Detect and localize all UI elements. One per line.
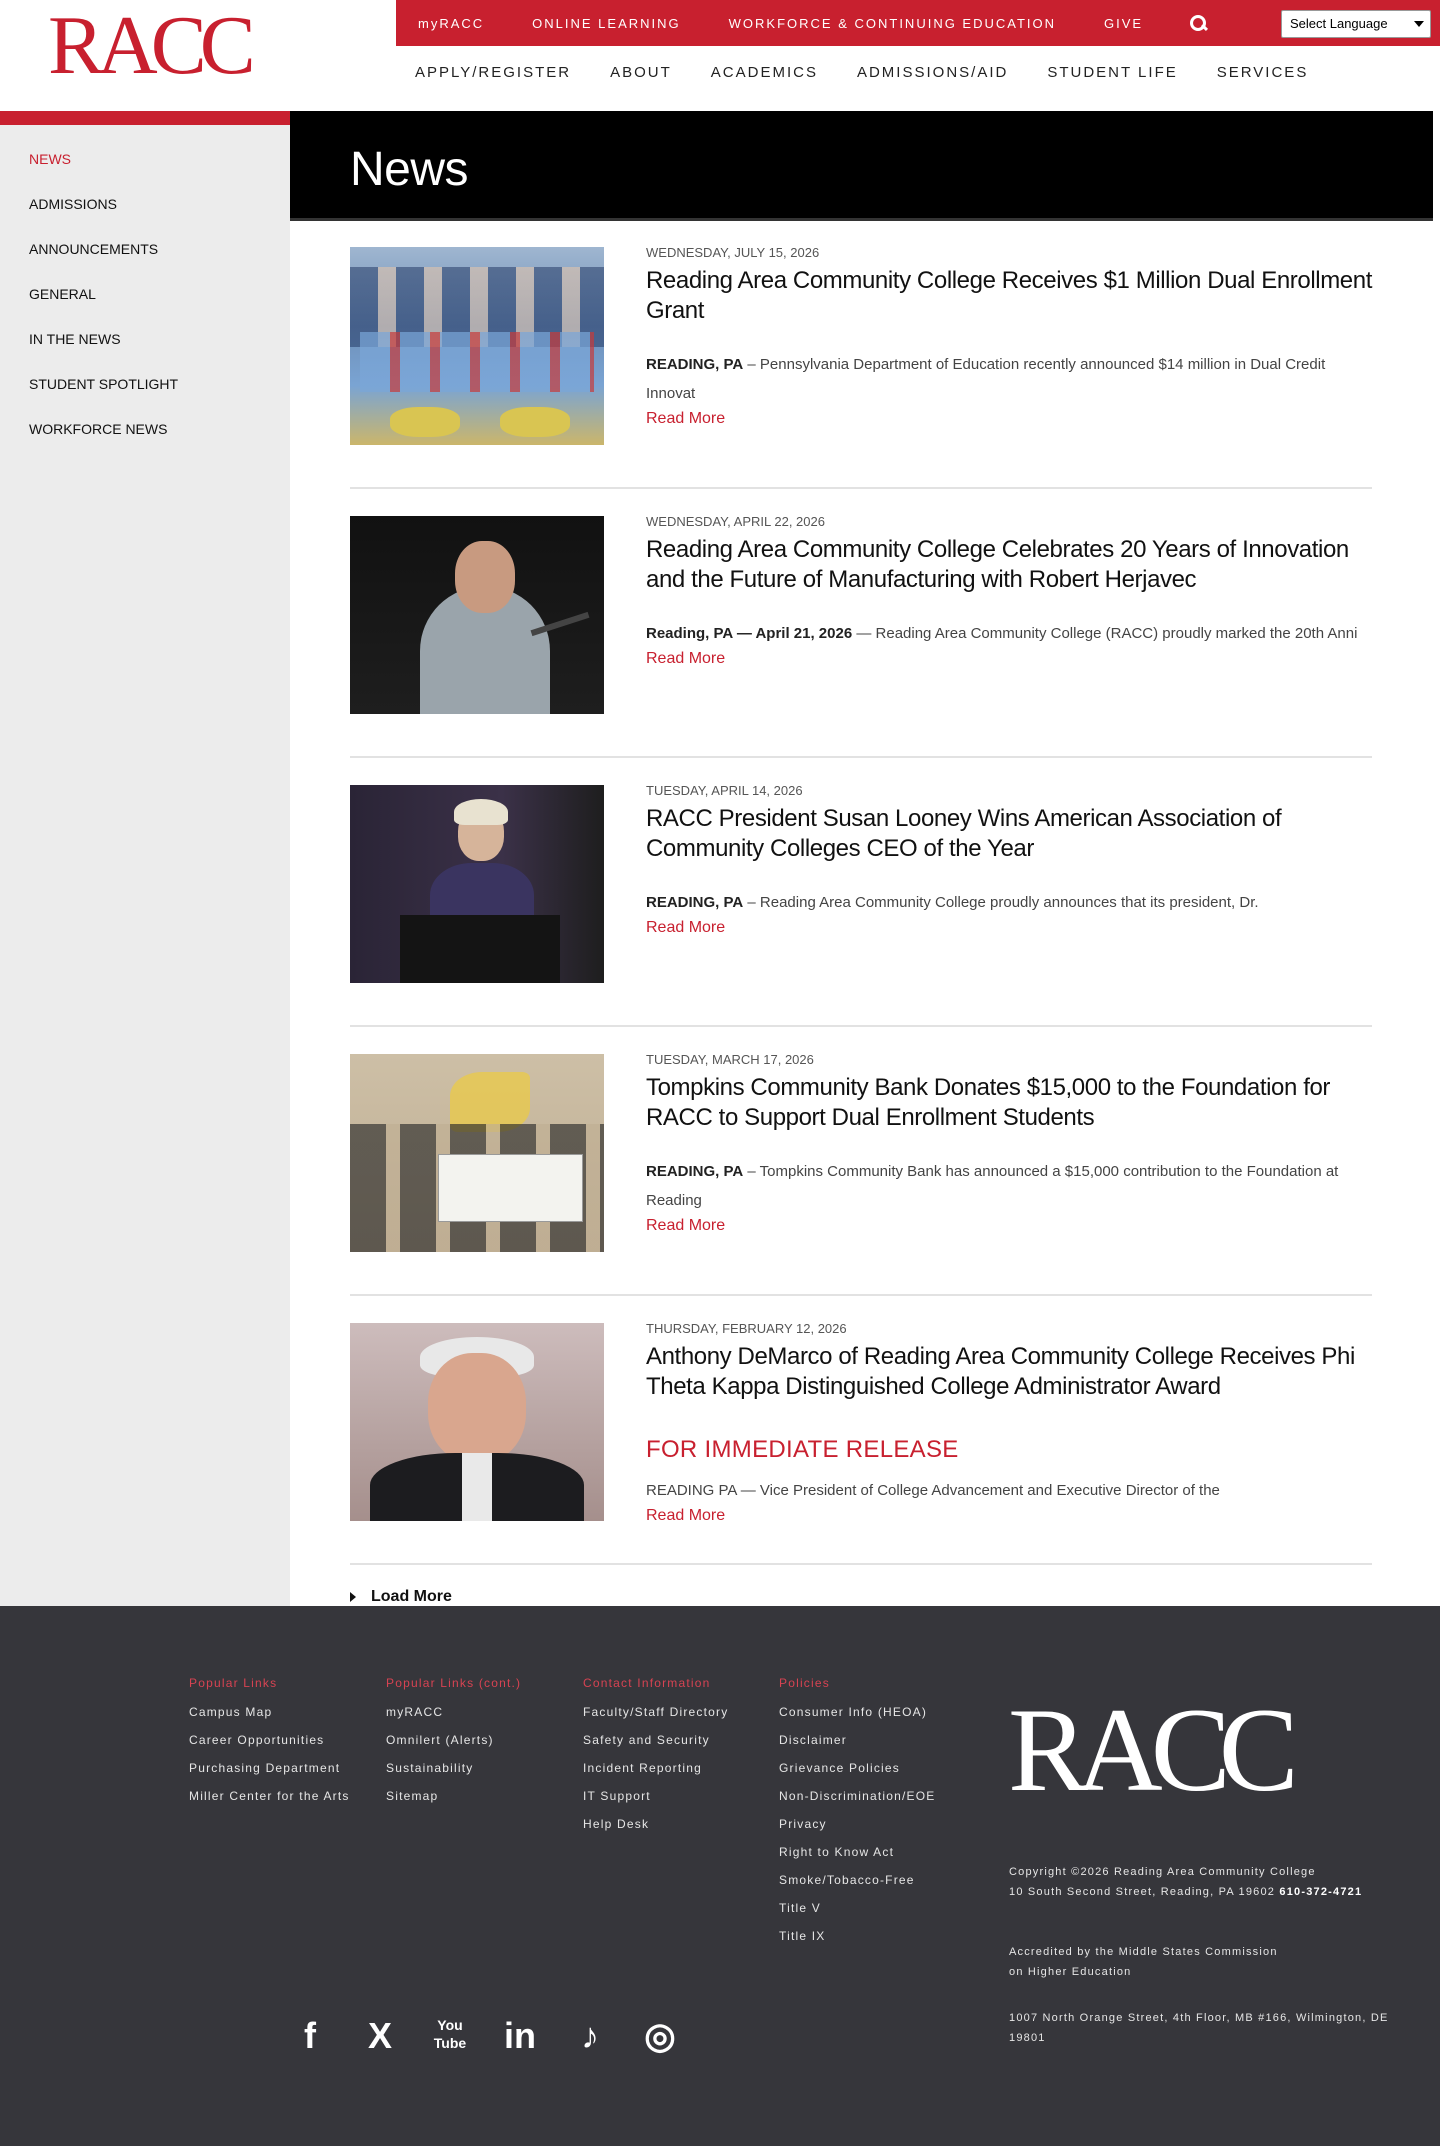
footer-link[interactable]: Title V xyxy=(779,1901,821,1915)
footer-link[interactable]: Miller Center for the Arts xyxy=(189,1789,350,1803)
tiktok-icon[interactable]: ♪ xyxy=(581,2015,599,2056)
news-lead: READING, PA xyxy=(646,894,744,911)
news-excerpt-text: – Reading Area Community College proudly announces that its president, Dr. xyxy=(743,894,1259,911)
load-more-button[interactable]: Load More xyxy=(350,1588,1372,1606)
accreditation-line: on Higher Education xyxy=(1009,1966,1132,1978)
footer-link[interactable]: Faculty/Staff Directory xyxy=(583,1705,729,1719)
news-date: TUESDAY, APRIL 14, 2026 xyxy=(646,783,803,798)
nav-about[interactable]: ABOUT xyxy=(610,64,672,81)
footer-link[interactable]: Sitemap xyxy=(386,1789,439,1803)
main-content xyxy=(290,111,1440,1606)
sidebar-item-workforce-news[interactable]: WORKFORCE NEWS xyxy=(29,421,168,437)
language-select[interactable]: Select Language xyxy=(1281,10,1431,38)
sidebar-item-news[interactable]: NEWS xyxy=(29,151,71,167)
utility-bar xyxy=(396,0,1440,46)
footer-link[interactable]: Non-Discrimination/EOE xyxy=(779,1789,936,1803)
news-item xyxy=(350,1323,1372,1565)
release-heading: FOR IMMEDIATE RELEASE xyxy=(646,1436,959,1463)
read-more-link[interactable]: Read More xyxy=(646,1507,726,1524)
news-date: TUESDAY, MARCH 17, 2026 xyxy=(646,1052,814,1067)
sidebar-item-in-the-news[interactable]: IN THE NEWS xyxy=(29,331,121,347)
footer-link[interactable]: Grievance Policies xyxy=(779,1761,900,1775)
nav-student-life[interactable]: STUDENT LIFE xyxy=(1047,64,1178,81)
youtube-icon[interactable]: You Tube xyxy=(433,2017,467,2051)
news-excerpt xyxy=(646,350,1372,408)
news-excerpt xyxy=(646,619,1372,648)
footer-link[interactable]: Sustainability xyxy=(386,1761,474,1775)
footer-logo[interactable] xyxy=(1008,1680,1288,1820)
footer-contact-info xyxy=(1009,1862,1409,1902)
page-title: News xyxy=(350,143,469,196)
news-excerpt-text: — Reading Area Community College (RACC) proudly marked the 20th Anni xyxy=(852,625,1358,642)
news-thumbnail-speaker[interactable] xyxy=(350,516,604,714)
news-title-link[interactable]: Reading Area Community College Celebrates 20 Years of Innovation and the Future of Manufacturing with Robert Herjavec xyxy=(646,536,1349,593)
footer-link[interactable]: Right to Know Act xyxy=(779,1845,895,1859)
footer-col-contact xyxy=(583,1676,763,1842)
news-lead: Reading, PA — April 21, 2026 xyxy=(646,625,853,642)
news-title-link[interactable]: Tompkins Community Bank Donates $15,000 to the Foundation for RACC to Support Dual Enrollment Students xyxy=(646,1074,1330,1131)
nav-apply-register[interactable]: APPLY/REGISTER xyxy=(415,64,572,81)
read-more-link[interactable]: Read More xyxy=(646,919,726,936)
read-more-link[interactable]: Read More xyxy=(646,1217,726,1234)
footer-link[interactable]: Omnilert (Alerts) xyxy=(386,1733,494,1747)
news-thumbnail-portrait[interactable] xyxy=(350,1323,604,1521)
footer-link[interactable]: Smoke/Tobacco-Free xyxy=(779,1873,915,1887)
news-date: WEDNESDAY, JULY 15, 2026 xyxy=(646,245,820,260)
linkedin-icon[interactable]: in xyxy=(504,2015,536,2056)
news-lead: READING, PA xyxy=(646,356,744,373)
news-list xyxy=(350,221,1372,1606)
utility-link-give[interactable]: GIVE xyxy=(1104,15,1144,31)
nav-services[interactable]: SERVICES xyxy=(1216,64,1309,81)
x-twitter-icon[interactable]: X xyxy=(367,2015,392,2056)
footer-address-line xyxy=(1009,1882,1409,1902)
nav-admissions-aid[interactable]: ADMISSIONS/AID xyxy=(856,64,1009,81)
news-item xyxy=(350,1054,1372,1296)
news-date: WEDNESDAY, APRIL 22, 2026 xyxy=(646,514,825,529)
page-banner xyxy=(290,111,1433,221)
news-item xyxy=(350,785,1372,1027)
read-more-link[interactable]: Read More xyxy=(646,650,726,667)
news-title-link[interactable]: Reading Area Community College Receives $1 Million Dual Enrollment Grant xyxy=(646,267,1372,324)
footer-heading: Popular Links (cont.) xyxy=(386,1676,522,1690)
sidebar-item-admissions[interactable]: ADMISSIONS xyxy=(29,196,117,212)
instagram-icon[interactable]: ◎ xyxy=(644,2015,676,2056)
footer-accreditation xyxy=(1009,1942,1409,1982)
sidebar-item-student-spotlight[interactable]: STUDENT SPOTLIGHT xyxy=(29,376,179,392)
accreditation-line: Accredited by the Middle States Commission xyxy=(1009,1946,1278,1958)
logo-text: RACC xyxy=(48,0,249,92)
footer-logo-text: RACC xyxy=(1008,1683,1287,1816)
news-lead: READING, PA xyxy=(646,1163,744,1180)
news-excerpt xyxy=(646,1157,1372,1215)
footer-link[interactable]: IT Support xyxy=(583,1789,651,1803)
news-thumbnail-check[interactable] xyxy=(350,1054,604,1252)
news-excerpt-text: – Pennsylvania Department of Education recently announced $14 million in Dual Credit Innovat xyxy=(646,356,1326,402)
footer-link[interactable]: Help Desk xyxy=(583,1817,650,1831)
footer-link[interactable]: Campus Map xyxy=(189,1705,273,1719)
footer-heading: Contact Information xyxy=(583,1676,711,1690)
footer-link[interactable]: Title IX xyxy=(779,1929,826,1943)
utility-link-myracc[interactable]: myRACC xyxy=(418,15,485,31)
footer-heading: Policies xyxy=(779,1676,830,1690)
footer-link[interactable]: Privacy xyxy=(779,1817,827,1831)
address: 10 South Second Street, Reading, PA 19602 xyxy=(1009,1886,1276,1898)
footer-col-popular-links-cont xyxy=(386,1676,556,1814)
main-nav xyxy=(415,64,1347,81)
utility-link-online-learning[interactable]: ONLINE LEARNING xyxy=(532,15,681,31)
footer-link[interactable]: Purchasing Department xyxy=(189,1761,341,1775)
news-thumbnail-president[interactable] xyxy=(350,785,604,983)
news-date: THURSDAY, FEBRUARY 12, 2026 xyxy=(646,1321,847,1336)
phone-link[interactable]: 610-372-4721 xyxy=(1279,1886,1363,1898)
copyright: Copyright ©2026 Reading Area Community College xyxy=(1009,1866,1316,1878)
sidebar xyxy=(0,111,290,1606)
footer-msche-address: 1007 North Orange Street, 4th Floor, MB #166, Wilmington, DE 19801 xyxy=(1009,2012,1389,2044)
footer-link[interactable]: Safety and Security xyxy=(583,1733,710,1747)
social-links xyxy=(290,2016,680,2056)
site-footer xyxy=(0,1606,1440,2146)
nav-academics[interactable]: ACADEMICS xyxy=(710,64,818,81)
news-excerpt-text: – Tompkins Community Bank has announced a $15,000 contribution to the Foundation at Reading xyxy=(646,1163,1339,1209)
footer-link[interactable]: Career Opportunities xyxy=(189,1733,325,1747)
news-item xyxy=(350,247,1372,489)
sidebar-item-announcements[interactable]: ANNOUNCEMENTS xyxy=(29,241,159,257)
news-thumbnail-graduates[interactable] xyxy=(350,247,604,445)
search-icon[interactable] xyxy=(1189,14,1207,32)
news-excerpt: READING PA — Vice President of College Advancement and Executive Director of the xyxy=(646,1482,1220,1499)
racc-logo[interactable] xyxy=(48,0,249,94)
footer-col-policies xyxy=(779,1676,949,1954)
footer-link[interactable]: Incident Reporting xyxy=(583,1761,702,1775)
facebook-icon[interactable]: f xyxy=(304,2015,316,2056)
site-header xyxy=(0,0,1440,111)
footer-link[interactable]: myRACC xyxy=(386,1705,444,1719)
news-item xyxy=(350,516,1372,758)
footer-link[interactable]: Disclaimer xyxy=(779,1733,848,1747)
news-title-link[interactable]: RACC President Susan Looney Wins American Association of Community Colleges CEO of the Year xyxy=(646,805,1282,862)
news-excerpt xyxy=(646,888,1372,917)
news-title-link[interactable]: Anthony DeMarco of Reading Area Community College Receives Phi Theta Kappa Distinguished College Administrator Award xyxy=(646,1343,1355,1400)
footer-col-popular-links xyxy=(189,1676,359,1814)
utility-link-workforce[interactable]: WORKFORCE & CONTINUING EDUCATION xyxy=(728,15,1057,31)
read-more-link[interactable]: Read More xyxy=(646,410,726,427)
sidebar-item-general[interactable]: GENERAL xyxy=(29,286,96,302)
footer-heading: Popular Links xyxy=(189,1676,278,1690)
footer-link[interactable]: Consumer Info (HEOA) xyxy=(779,1705,928,1719)
